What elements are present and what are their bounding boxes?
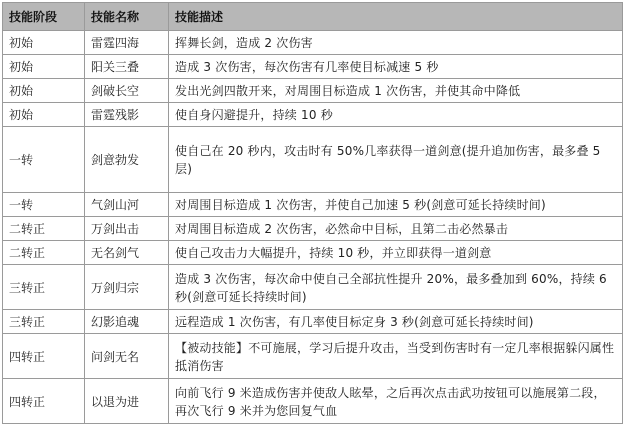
skill-name: 雷霆残影: [85, 103, 169, 127]
table-header-row: [3, 3, 623, 31]
skill-stage: 三转正: [3, 310, 85, 334]
skill-name: 问剑无名: [85, 334, 169, 379]
skill-stage: 初始: [3, 31, 85, 55]
skill-description: 【被动技能】不可施展，学习后提升攻击，当受到伤害时有一定几率根据躲闪属性抵消伤害: [169, 334, 623, 379]
header-description: 技能描述: [169, 3, 623, 31]
skill-description: 挥舞长剑，造成 2 次伤害: [169, 31, 623, 55]
skill-stage: 四转正: [3, 334, 85, 379]
skill-description: 远程造成 1 次伤害，有几率使目标定身 3 秒(剑意可延长持续时间): [169, 310, 623, 334]
skill-description: 对周围目标造成 1 次伤害，并使自己加速 5 秒(剑意可延长持续时间): [169, 193, 623, 217]
skill-name: 以退为进: [85, 379, 169, 424]
table-row: [3, 265, 623, 310]
skill-name: 无名剑气: [85, 241, 169, 265]
table-row: [3, 103, 623, 127]
table-row: [3, 241, 623, 265]
skill-name: 幻影追魂: [85, 310, 169, 334]
table-row: [3, 310, 623, 334]
table-row: [3, 127, 623, 193]
skill-stage: 初始: [3, 79, 85, 103]
header-name: 技能名称: [85, 3, 169, 31]
skill-stage: 二转正: [3, 241, 85, 265]
skill-stage: 一转: [3, 193, 85, 217]
header-stage: 技能阶段: [3, 3, 85, 31]
skill-description: 造成 3 次伤害，每次伤害有几率使目标减速 5 秒: [169, 55, 623, 79]
table-row: [3, 217, 623, 241]
skill-stage: 初始: [3, 55, 85, 79]
skill-description: 使自己在 20 秒内，攻击时有 50%几率获得一道剑意(提升追加伤害，最多叠 5 层): [169, 127, 623, 193]
table-row: [3, 334, 623, 379]
table-row: [3, 31, 623, 55]
table-row: [3, 193, 623, 217]
table-row: [3, 379, 623, 424]
skill-stage: 三转正: [3, 265, 85, 310]
skill-name: 阳关三叠: [85, 55, 169, 79]
skill-stage: 一转: [3, 127, 85, 193]
skill-description: 发出光剑四散开来，对周围目标造成 1 次伤害，并使其命中降低: [169, 79, 623, 103]
skill-description: 使自身闪避提升，持续 10 秒: [169, 103, 623, 127]
skill-stage: 二转正: [3, 217, 85, 241]
skill-description: 对周围目标造成 2 次伤害，必然命中目标，且第二击必然暴击: [169, 217, 623, 241]
skill-stage: 初始: [3, 103, 85, 127]
skill-name: 剑意勃发: [85, 127, 169, 193]
skill-description: 向前飞行 9 米造成伤害并使敌人眩晕，之后再次点击武功按钮可以施展第二段，再次飞行 9 米并为您回复气血: [169, 379, 623, 424]
skill-description: 造成 3 次伤害，每次命中使自己全部抗性提升 20%，最多叠加到 60%，持续 6 秒(剑意可延长持续时间): [169, 265, 623, 310]
skill-stage: 四转正: [3, 379, 85, 424]
table-row: [3, 55, 623, 79]
skill-name: 万剑出击: [85, 217, 169, 241]
skill-name: 雷霆四海: [85, 31, 169, 55]
skill-description: 使自己攻击力大幅提升，持续 10 秒，并立即获得一道剑意: [169, 241, 623, 265]
skill-name: 万剑归宗: [85, 265, 169, 310]
skill-name: 气剑山河: [85, 193, 169, 217]
skill-table: [2, 2, 623, 424]
table-row: [3, 79, 623, 103]
skill-name: 剑破长空: [85, 79, 169, 103]
